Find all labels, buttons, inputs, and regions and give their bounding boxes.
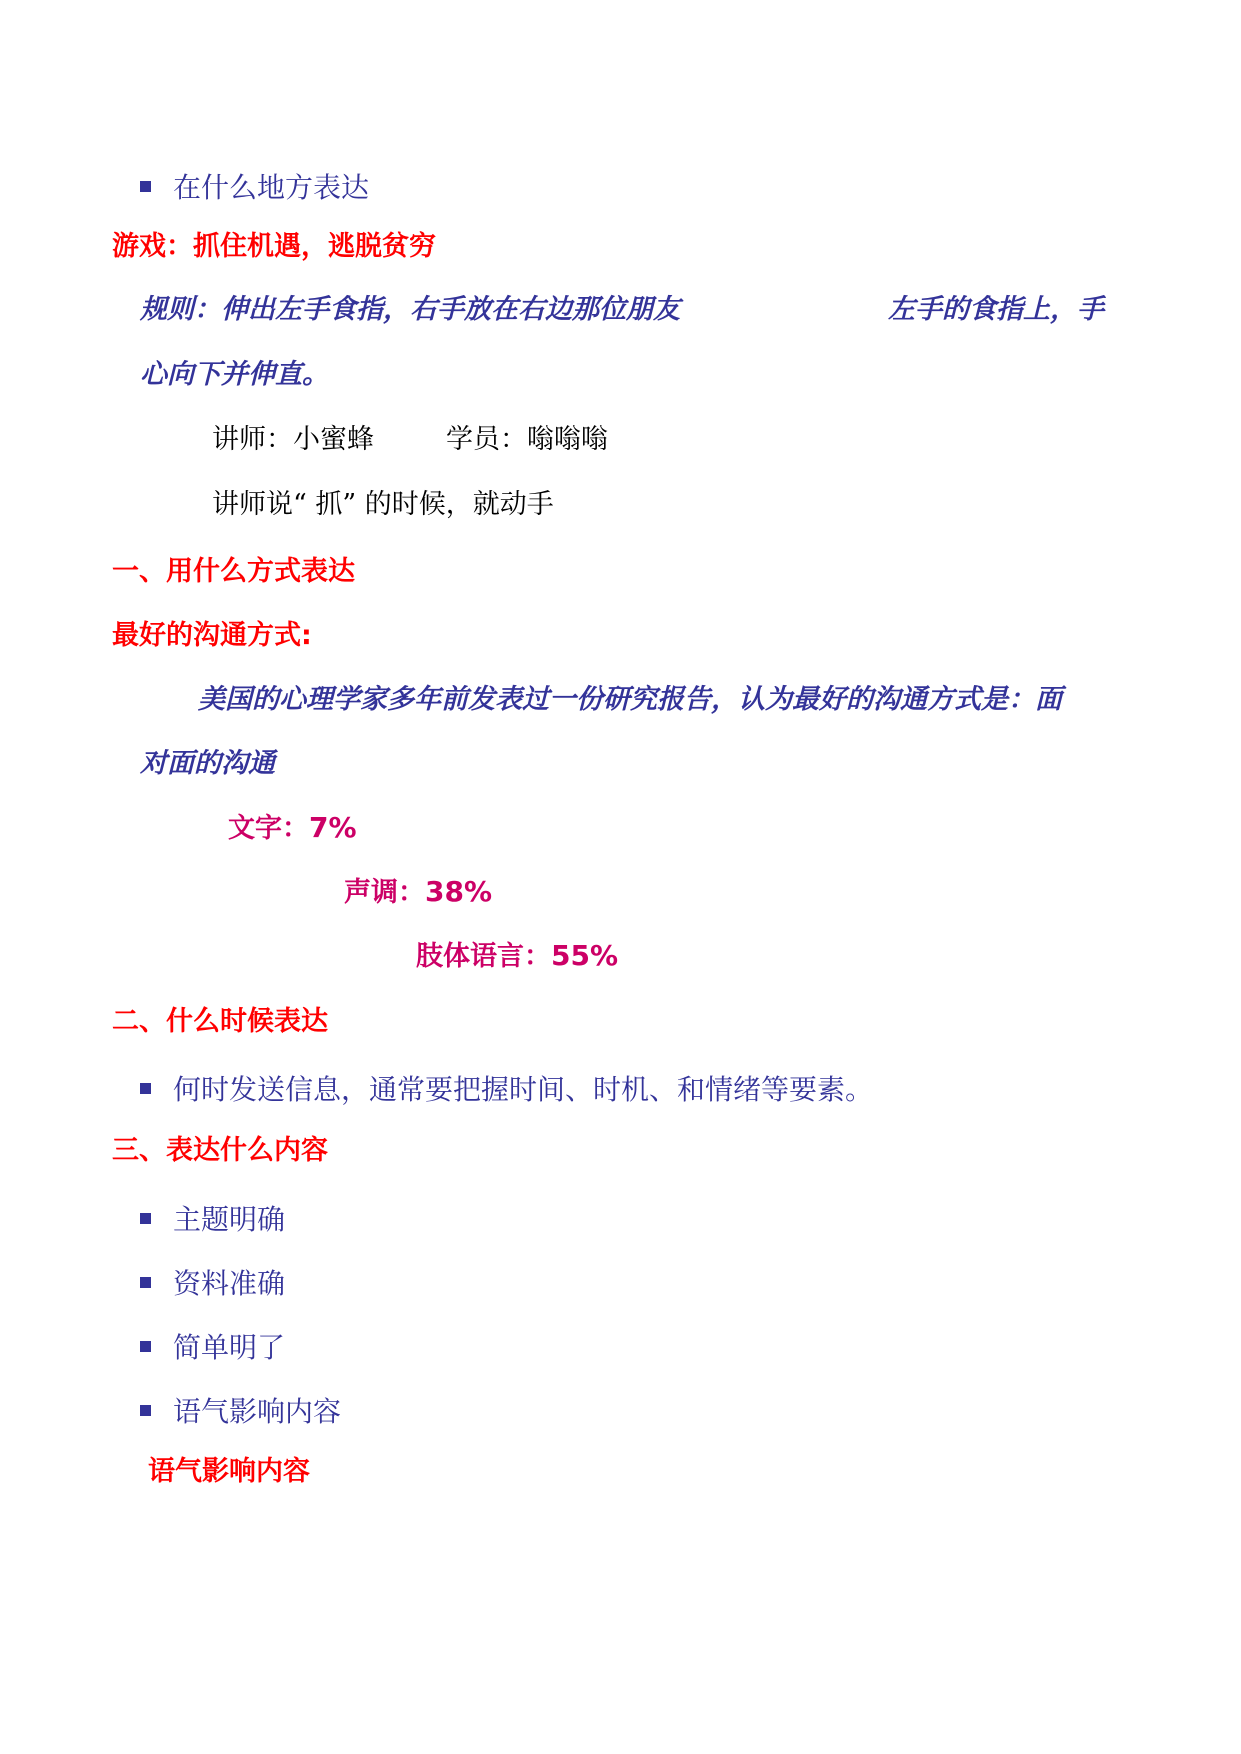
student-role: 学员：嗡嗡嗡 xyxy=(446,424,608,455)
paragraph-line1: 美国的心理学家多年前发表过一份研究报告，认为最好的沟通方式是：面 xyxy=(198,684,1062,715)
section1-heading: 一、用什么方式表达 xyxy=(112,556,355,587)
list-item-text: 资料准确 xyxy=(173,1267,286,1300)
square-bullet-icon xyxy=(140,1341,151,1352)
rule-text-part1: 规则：伸出左手食指，右手放在右边那位朋友 xyxy=(140,294,680,325)
list-item xyxy=(140,1198,285,1238)
list-item-text: 主题明确 xyxy=(173,1203,286,1236)
stat-body-language xyxy=(416,939,619,972)
rule-text-part2: 左手的食指上，手 xyxy=(888,294,1104,325)
square-bullet-icon xyxy=(140,1213,151,1224)
stat-voice xyxy=(344,875,493,908)
rule-text-line2: 心向下并伸直。 xyxy=(140,359,329,390)
square-bullet-icon xyxy=(140,181,151,192)
stat-label: 肢体语言： xyxy=(416,941,551,972)
square-bullet-icon xyxy=(140,1277,151,1288)
list-item xyxy=(140,1390,341,1430)
list-item xyxy=(140,1262,285,1302)
list-item-text: 简单明了 xyxy=(173,1331,286,1364)
list-item xyxy=(140,1326,285,1366)
section2-heading: 二、什么时候表达 xyxy=(112,1006,328,1037)
stat-value: 38% xyxy=(425,875,493,908)
game-heading: 游戏：抓住机遇，逃脱贫穷 xyxy=(112,231,436,262)
stat-value: 55% xyxy=(551,939,619,972)
list-item-text: 语气影响内容 xyxy=(173,1395,342,1428)
teacher-role: 讲师：小蜜蜂 xyxy=(212,424,374,455)
instruction-text: 讲师说“ 抓” 的时候，就动手 xyxy=(212,489,554,520)
stat-label: 声调： xyxy=(344,877,425,908)
stat-text xyxy=(228,811,357,844)
section1-subheading: 最好的沟通方式: xyxy=(112,620,312,651)
section3-heading: 三、表达什么内容 xyxy=(112,1135,328,1166)
square-bullet-icon xyxy=(140,1083,151,1094)
list-item-text: 在什么地方表达 xyxy=(173,171,370,204)
stat-label: 文字： xyxy=(228,813,309,844)
list-item xyxy=(140,166,369,206)
footer-heading: 语气影响内容 xyxy=(148,1456,310,1487)
square-bullet-icon xyxy=(140,1405,151,1416)
paragraph-line2: 对面的沟通 xyxy=(140,748,275,779)
stat-value: 7% xyxy=(309,811,357,844)
list-item-text: 何时发送信息，通常要把握时间、时机、和情绪等要素。 xyxy=(173,1073,874,1106)
list-item xyxy=(140,1068,873,1108)
